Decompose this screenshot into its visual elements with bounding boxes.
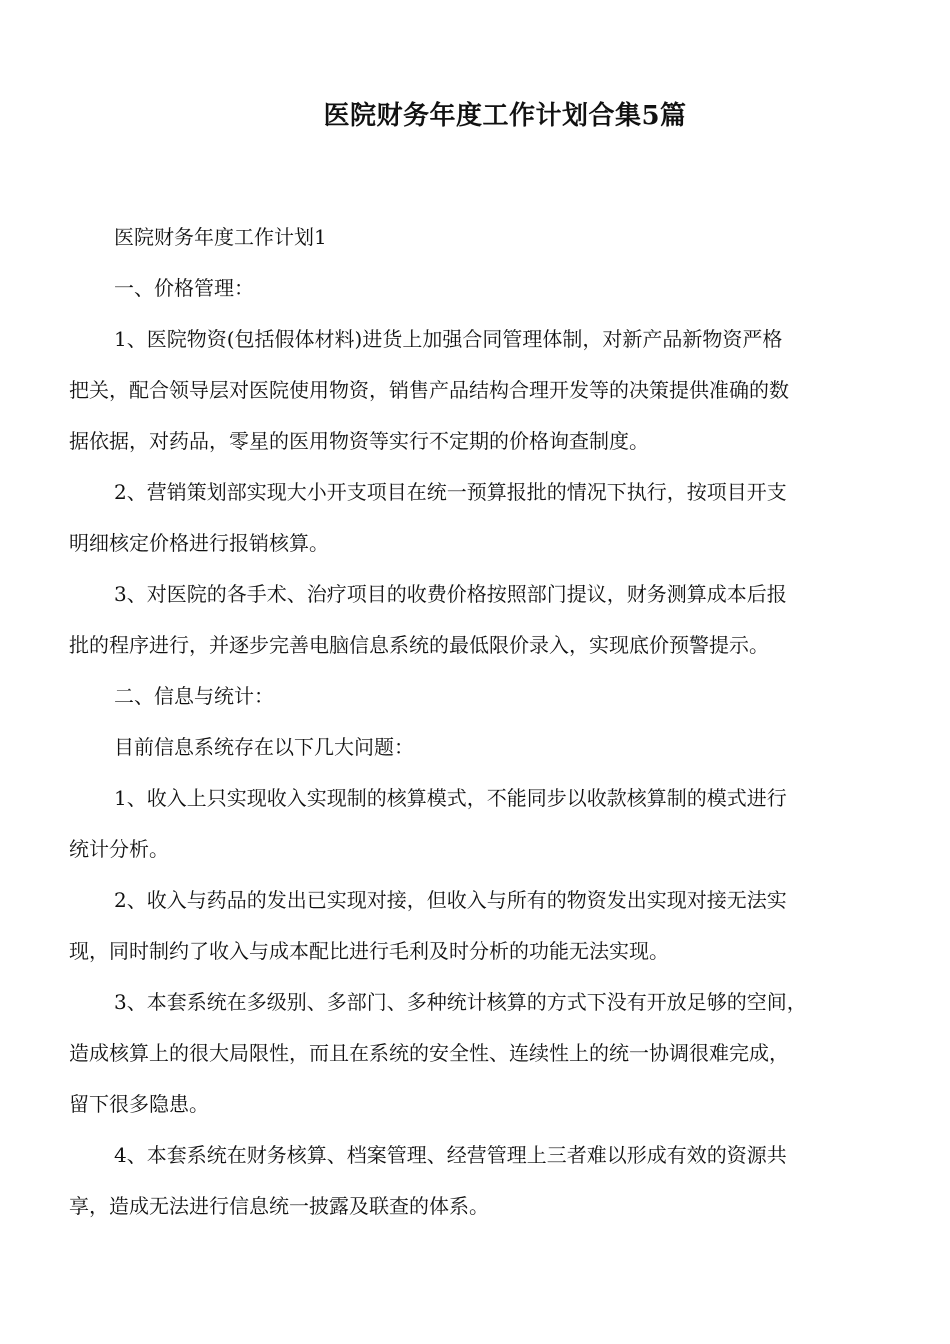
paragraph: 目前信息系统存在以下几大问题： [114,735,414,759]
paragraph: 2、收入与药品的发出已实现对接，但收入与所有的物资发出实现对接无法实 现，同时制约了收入与成本配比进行毛利及时分析的功能无法实现。 [69,888,787,963]
paragraph: 4、本套系统在财务核算、档案管理、经营管理上三者难以形成有效的资源共 享，造成无法进行信息统一披露及联查的体系。 [69,1143,787,1218]
document-title: 医院财务年度工作计划合集5篇 [323,101,687,131]
paragraph: 1、医院物资(包括假体材料)进货上加强合同管理体制，对新产品新物资严格 把关，配合领导层对医院使用物资，销售产品结构合理开发等的决策提供准确的数 据依据，对药品，零星的医用物资等实行不定期的价格询查制度。 [69,327,789,453]
paragraph: 3、对医院的各手术、治疗项目的收费价格按照部门提议，财务测算成本后报 批的程序进行，并逐步完善电脑信息系统的最低限价录入，实现底价预警提示。 [69,582,787,657]
document-body [69,212,884,1232]
paragraph: 2、营销策划部实现大小开支项目在统一预算报批的情况下执行，按项目开支 明细核定价格进行报销核算。 [69,480,787,555]
paragraph: 3、本套系统在多级别、多部门、多种统计核算的方式下没有开放足够的空间， 造成核算上的很大局限性，而且在系统的安全性、连续性上的统一协调很难完成， 留下很多隐患。 [69,990,807,1116]
section-heading: 医院财务年度工作计划1 [114,225,327,249]
subsection-heading: 二、信息与统计： [114,684,274,708]
subsection-heading: 一、价格管理： [114,276,254,300]
paragraph: 1、收入上只实现收入实现制的核算模式，不能同步以收款核算制的模式进行 统计分析。 [69,786,787,861]
